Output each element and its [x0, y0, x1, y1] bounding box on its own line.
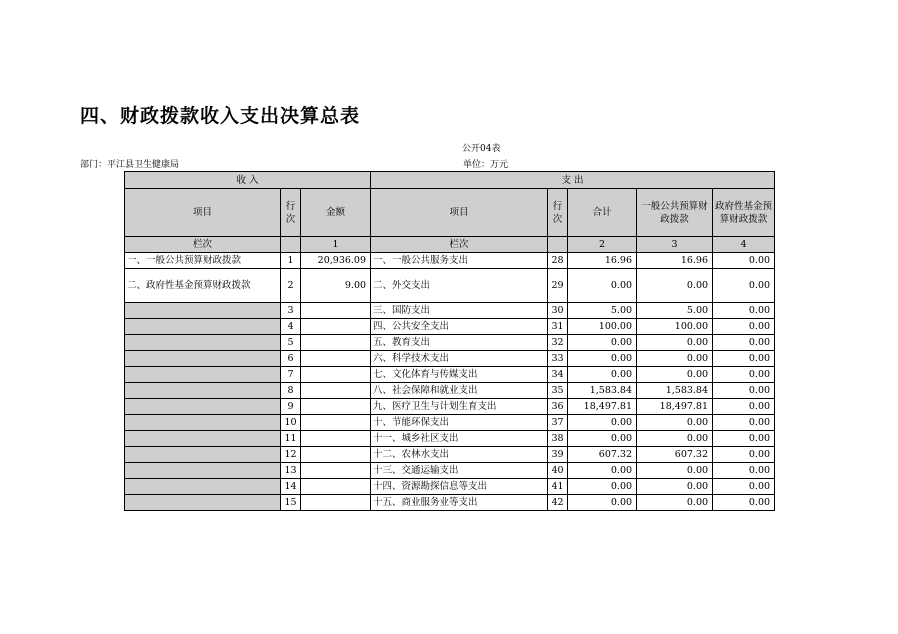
total-cell: 100.00: [568, 319, 637, 335]
income-amount-cell: 20,936.09: [301, 253, 371, 269]
income-amount-cell: [301, 447, 371, 463]
table-row: [125, 367, 775, 383]
gov-fund-cell: 0.00: [713, 383, 775, 399]
gov-fund-cell: 0.00: [713, 253, 775, 269]
gov-fund-cell: 0.00: [713, 303, 775, 319]
expense-row-no-cell: 39: [548, 447, 568, 463]
total-cell: 0.00: [568, 351, 637, 367]
income-row-no-cell: 15: [281, 495, 301, 511]
expense-item-cell: 一、一般公共服务支出: [371, 253, 548, 269]
general-budget-cell: 0.00: [637, 415, 713, 431]
expense-item-cell: 八、社会保障和就业支出: [371, 383, 548, 399]
income-row-no-cell: 10: [281, 415, 301, 431]
expense-row-no-cell: 33: [548, 351, 568, 367]
income-row-no-cell: 14: [281, 479, 301, 495]
total-cell: 16.96: [568, 253, 637, 269]
column-number-row: [125, 237, 775, 253]
total-cell: 0.00: [568, 269, 637, 303]
income-amount-cell: [301, 303, 371, 319]
income-amount-header: 金额: [301, 189, 371, 237]
expense-item-cell: 十五、商业服务业等支出: [371, 495, 548, 511]
table-row: [125, 431, 775, 447]
total-cell: 0.00: [568, 367, 637, 383]
gov-fund-cell: 0.00: [713, 495, 775, 511]
general-budget-cell: 0.00: [637, 335, 713, 351]
general-budget-cell: 18,497.81: [637, 399, 713, 415]
gov-fund-cell: 0.00: [713, 431, 775, 447]
table-row: [125, 383, 775, 399]
table-row: [125, 479, 775, 495]
income-item-cell: [125, 431, 281, 447]
general-budget-cell: 607.32: [637, 447, 713, 463]
income-row-no-cell: 2: [281, 269, 301, 303]
expense-row-no-cell: 31: [548, 319, 568, 335]
income-row-no-cell: 3: [281, 303, 301, 319]
expense-row-no-cell: 42: [548, 495, 568, 511]
expense-item-header: 项目: [371, 189, 548, 237]
expense-item-cell: 三、国防支出: [371, 303, 548, 319]
gov-fund-cell: 0.00: [713, 351, 775, 367]
total-cell: 0.00: [568, 463, 637, 479]
expense-item-cell: 十一、城乡社区支出: [371, 431, 548, 447]
unit-label: 单位：万元: [463, 160, 509, 170]
income-item-cell: [125, 367, 281, 383]
expense-row-no-cell: 30: [548, 303, 568, 319]
income-amount-cell: 9.00: [301, 269, 371, 303]
expense-row-no-cell: 38: [548, 431, 568, 447]
income-row-no-header: 行次: [281, 189, 301, 237]
total-header: 合计: [568, 189, 637, 237]
income-item-cell: [125, 303, 281, 319]
gov-fund-cell: 0.00: [713, 463, 775, 479]
expense-item-cell: 十二、农林水支出: [371, 447, 548, 463]
income-amount-cell: [301, 495, 371, 511]
income-item-cell: [125, 335, 281, 351]
income-item-cell: 二、政府性基金预算财政拨款: [125, 269, 281, 303]
income-row-no-cell: 8: [281, 383, 301, 399]
gov-fund-cell: 0.00: [713, 319, 775, 335]
expense-row-no-cell: 29: [548, 269, 568, 303]
expense-item-cell: 十、节能环保支出: [371, 415, 548, 431]
income-amount-cell: [301, 479, 371, 495]
table-row: [125, 495, 775, 511]
general-budget-cell: 100.00: [637, 319, 713, 335]
income-row-no-cell: 1: [281, 253, 301, 269]
general-budget-cell: 0.00: [637, 269, 713, 303]
expense-row-no-cell: 28: [548, 253, 568, 269]
expense-section-header: 支 出: [371, 172, 775, 189]
income-item-cell: [125, 351, 281, 367]
income-item-cell: [125, 447, 281, 463]
expense-item-cell: 九、医疗卫生与计划生育支出: [371, 399, 548, 415]
income-section-header: 收 入: [125, 172, 371, 189]
expense-item-cell: 五、教育支出: [371, 335, 548, 351]
income-amount-cell: [301, 399, 371, 415]
table-row: [125, 303, 775, 319]
general-budget-cell: 0.00: [637, 479, 713, 495]
table-row: [125, 351, 775, 367]
expense-item-cell: 二、外交支出: [371, 269, 548, 303]
income-column-no-label: 栏次: [125, 237, 281, 253]
expense-item-cell: 七、文化体育与传媒支出: [371, 367, 548, 383]
expense-row-no-cell: 41: [548, 479, 568, 495]
income-row-no-cell: 5: [281, 335, 301, 351]
expense-item-cell: 十四、资源勘探信息等支出: [371, 479, 548, 495]
general-budget-cell: 0.00: [637, 431, 713, 447]
expense-row-no-header: 行次: [548, 189, 568, 237]
table-row: [125, 399, 775, 415]
income-row-no-cell: 13: [281, 463, 301, 479]
expense-item-cell: 十三、交通运输支出: [371, 463, 548, 479]
income-amount-cell: [301, 351, 371, 367]
table-row: [125, 463, 775, 479]
column-no-2: 2: [568, 237, 637, 253]
total-cell: 5.00: [568, 303, 637, 319]
general-budget-cell: 5.00: [637, 303, 713, 319]
expense-row-no-cell: 34: [548, 367, 568, 383]
table-row: [125, 447, 775, 463]
gov-fund-cell: 0.00: [713, 269, 775, 303]
column-no-4: 4: [713, 237, 775, 253]
general-budget-cell: 1,583.84: [637, 383, 713, 399]
income-item-cell: [125, 399, 281, 415]
column-no-3: 3: [637, 237, 713, 253]
expense-row-no-cell: 35: [548, 383, 568, 399]
gov-fund-cell: 0.00: [713, 447, 775, 463]
gov-fund-cell: 0.00: [713, 399, 775, 415]
income-row-no-cell: 6: [281, 351, 301, 367]
income-amount-cell: [301, 367, 371, 383]
general-budget-cell: 0.00: [637, 367, 713, 383]
income-amount-cell: [301, 319, 371, 335]
gov-fund-cell: 0.00: [713, 415, 775, 431]
total-cell: 0.00: [568, 495, 637, 511]
general-budget-cell: 0.00: [637, 495, 713, 511]
table-row: [125, 253, 775, 269]
table-row: [125, 415, 775, 431]
total-cell: 607.32: [568, 447, 637, 463]
expense-item-cell: 四、公共安全支出: [371, 319, 548, 335]
budget-table: [124, 171, 775, 511]
total-cell: 0.00: [568, 335, 637, 351]
income-item-cell: [125, 319, 281, 335]
gov-fund-cell: 0.00: [713, 479, 775, 495]
general-budget-cell: 0.00: [637, 463, 713, 479]
income-column-no-blank: [281, 237, 301, 253]
expense-column-no-label: 栏次: [371, 237, 548, 253]
income-item-cell: [125, 495, 281, 511]
income-item-cell: [125, 415, 281, 431]
table-row: [125, 269, 775, 303]
total-cell: 1,583.84: [568, 383, 637, 399]
income-item-cell: [125, 479, 281, 495]
income-item-header: 项目: [125, 189, 281, 237]
total-cell: 0.00: [568, 479, 637, 495]
total-cell: 0.00: [568, 415, 637, 431]
income-row-no-cell: 4: [281, 319, 301, 335]
income-item-cell: 一、一般公共预算财政拨款: [125, 253, 281, 269]
column-header-row: [125, 189, 775, 237]
general-budget-header: 一般公共预算财政拨款: [637, 189, 713, 237]
department-label: 部门：平江县卫生健康局: [80, 160, 180, 170]
income-amount-cell: [301, 335, 371, 351]
income-row-no-cell: 12: [281, 447, 301, 463]
expense-column-no-blank: [548, 237, 568, 253]
gov-fund-header: 政府性基金预算财政拨款: [713, 189, 775, 237]
income-amount-cell: [301, 431, 371, 447]
income-amount-cell: [301, 383, 371, 399]
expense-row-no-cell: 37: [548, 415, 568, 431]
general-budget-cell: 0.00: [637, 351, 713, 367]
gov-fund-cell: 0.00: [713, 367, 775, 383]
expense-item-cell: 六、科学技术支出: [371, 351, 548, 367]
general-budget-cell: 16.96: [637, 253, 713, 269]
income-item-cell: [125, 463, 281, 479]
column-no-1: 1: [301, 237, 371, 253]
form-number: 公开04表: [462, 144, 501, 154]
expense-row-no-cell: 40: [548, 463, 568, 479]
expense-row-no-cell: 36: [548, 399, 568, 415]
total-cell: 0.00: [568, 431, 637, 447]
table-row: [125, 335, 775, 351]
gov-fund-cell: 0.00: [713, 335, 775, 351]
expense-row-no-cell: 32: [548, 335, 568, 351]
income-row-no-cell: 9: [281, 399, 301, 415]
income-amount-cell: [301, 415, 371, 431]
total-cell: 18,497.81: [568, 399, 637, 415]
page-title: 四、财政拨款收入支出决算总表: [80, 105, 361, 127]
income-row-no-cell: 11: [281, 431, 301, 447]
income-amount-cell: [301, 463, 371, 479]
income-item-cell: [125, 383, 281, 399]
income-row-no-cell: 7: [281, 367, 301, 383]
section-header-row: [125, 172, 775, 189]
table-row: [125, 319, 775, 335]
